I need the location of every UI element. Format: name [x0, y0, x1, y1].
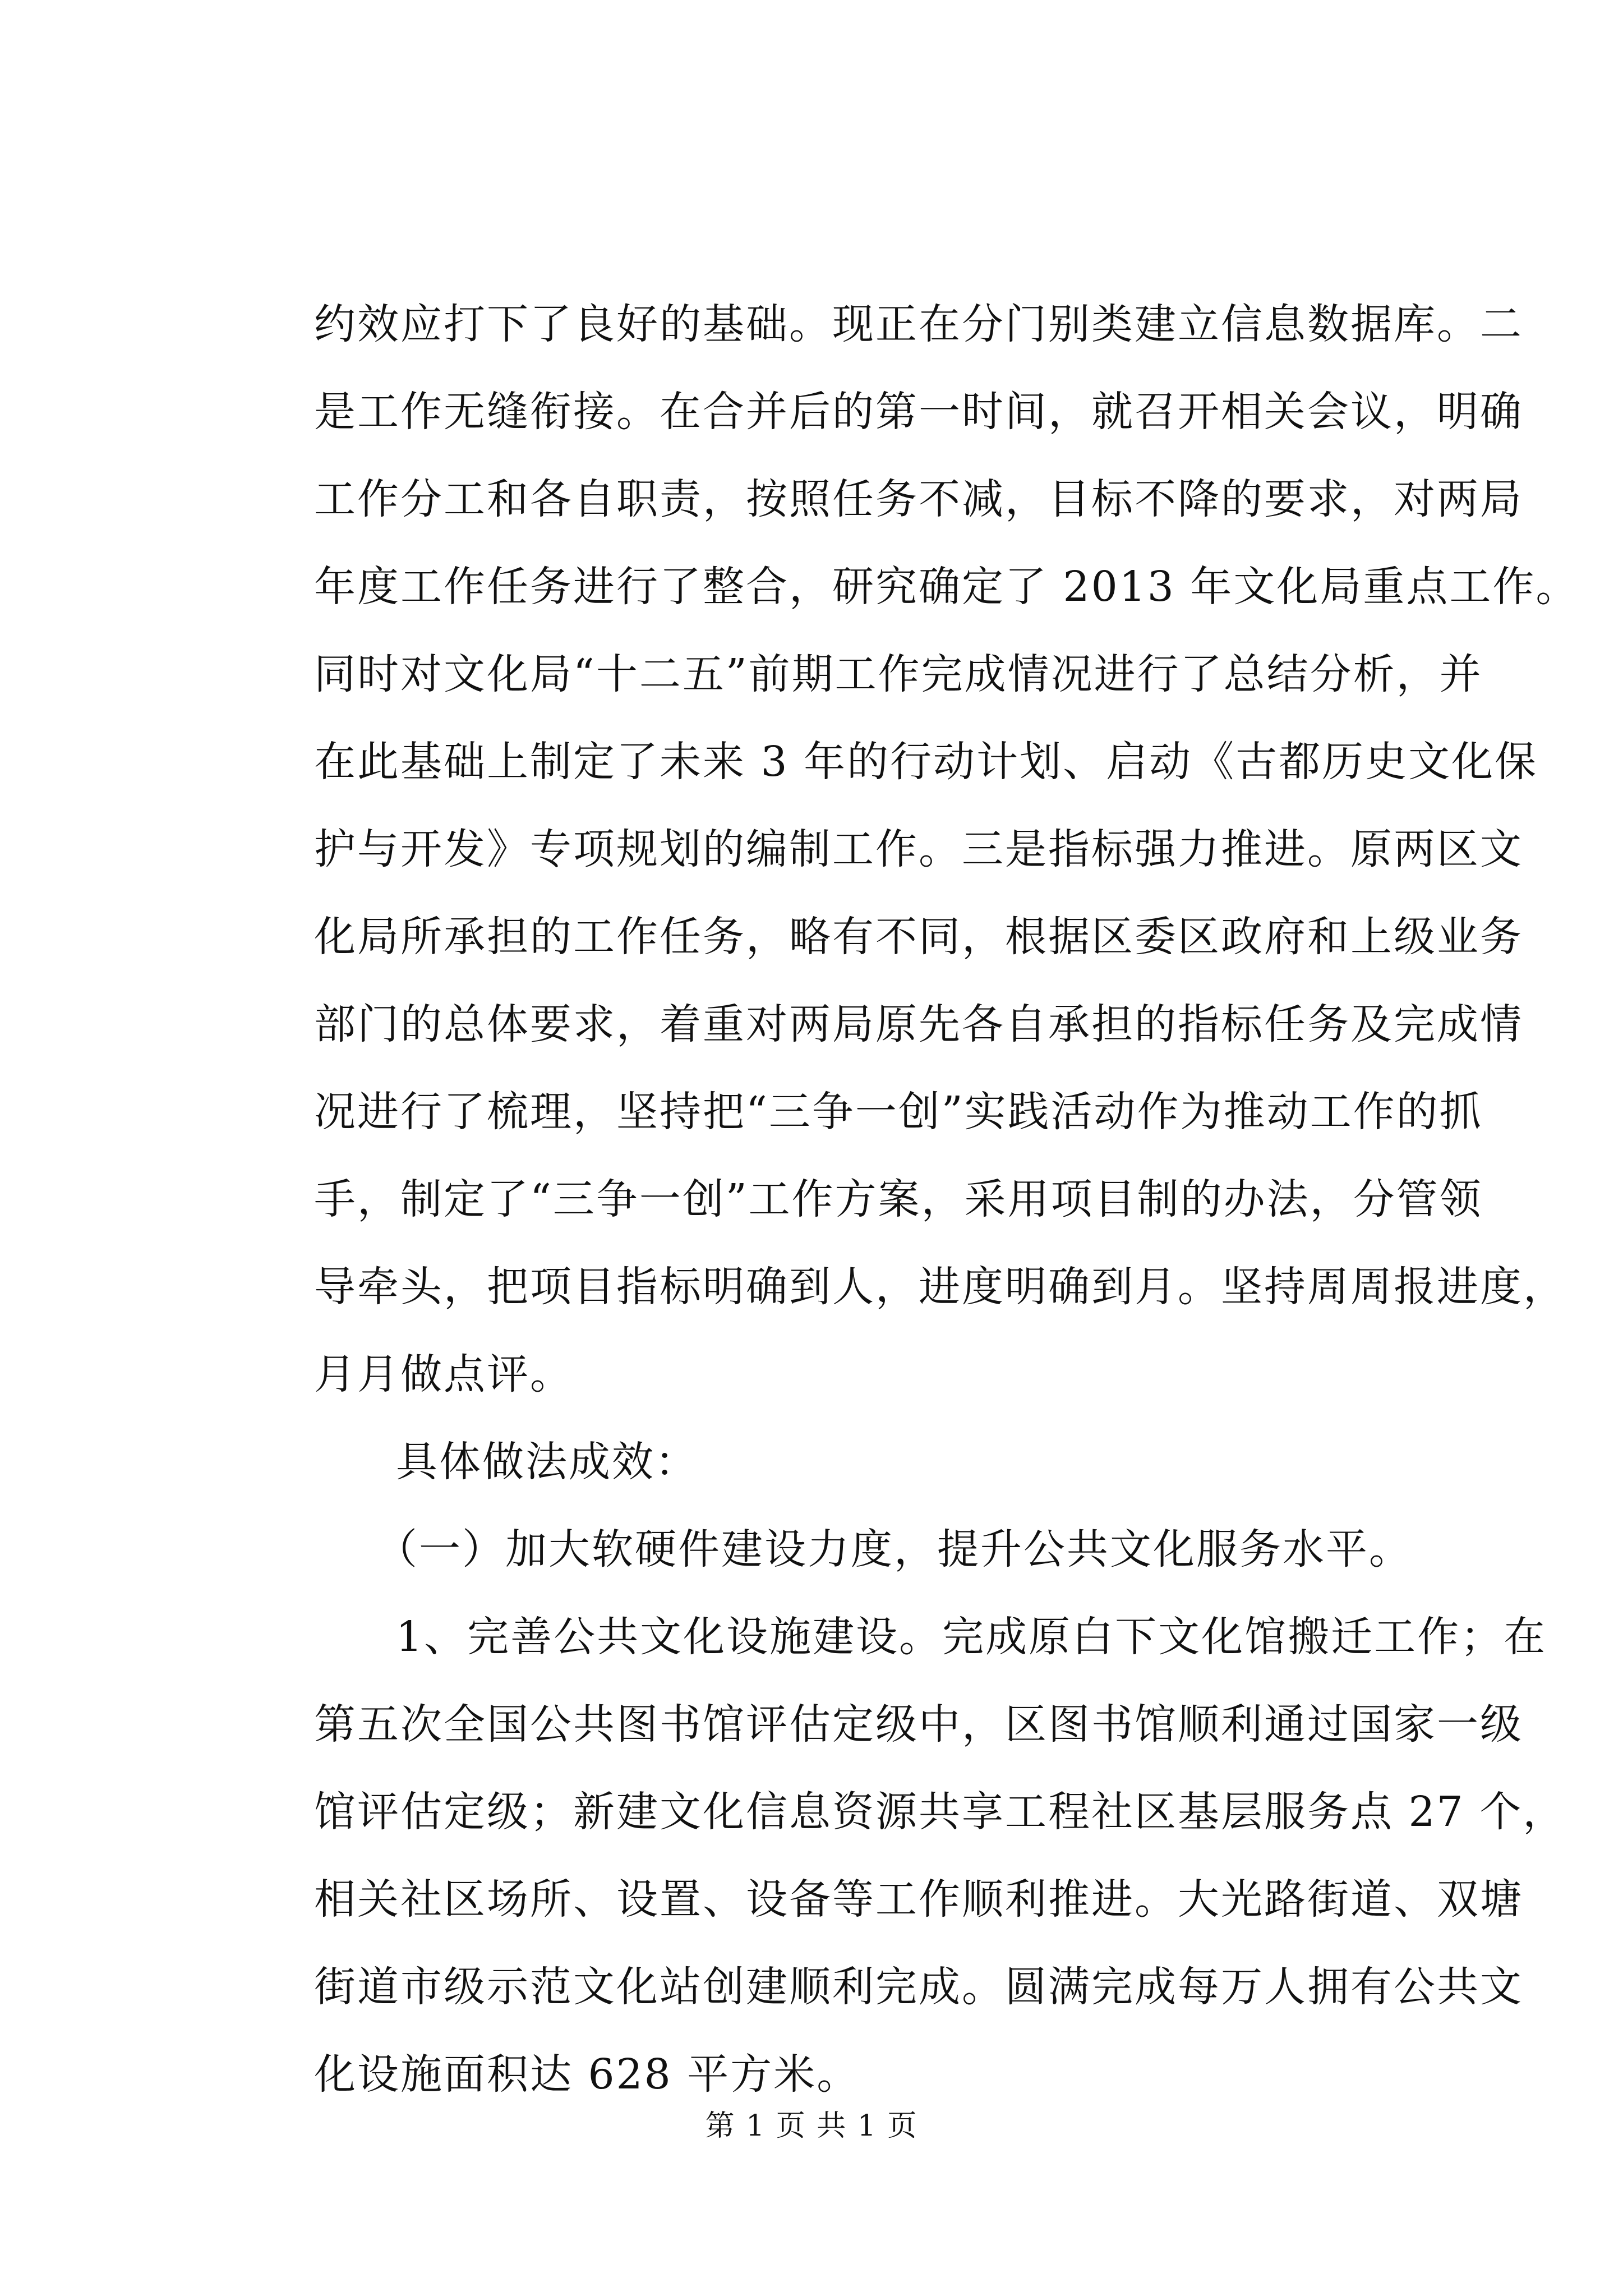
text-line: 同时对文化局“十二五”前期工作完成情况进行了总结分析，并 — [314, 650, 1483, 698]
text-line: 相关社区场所、设置、设备等工作顺利推进。大光路街道、双塘 — [314, 1875, 1523, 1924]
text-line: 馆评估定级；新建文化信息资源共享工程社区基层服务点 27 个， — [314, 1788, 1566, 1836]
text-line: 工作分工和各自职责，按照任务不减，目标不降的要求，对两局 — [314, 475, 1523, 523]
subsection-heading: （一）加大软硬件建设力度，提升公共文化服务水平。 — [376, 1525, 1412, 1573]
text-line: 手，制定了“三争一创”工作方案，采用项目制的办法，分管领 — [314, 1175, 1483, 1223]
text-line: 化局所承担的工作任务，略有不同，根据区委区政府和上级业务 — [314, 913, 1523, 961]
page-footer: 第 1 页 共 1 页 — [705, 2109, 918, 2143]
text-line: 街道市级示范文化站创建顺利完成。圆满完成每万人拥有公共文 — [314, 1963, 1523, 2011]
text-line: 第五次全国公共图书馆评估定级中，区图书馆顺利通过国家一级 — [314, 1700, 1523, 1749]
text-line: 年度工作任务进行了整合，研究确定了 2013 年文化局重点工作。 — [314, 563, 1579, 611]
section-heading: 具体做法成效： — [396, 1438, 698, 1486]
text-line: 护与开发》专项规划的编制工作。三是指标强力推进。原两区文 — [314, 825, 1523, 873]
text-line: 月月做点评。 — [314, 1350, 573, 1398]
text-line: 是工作无缝衔接。在合并后的第一时间，就召开相关会议，明确 — [314, 388, 1523, 436]
text-line: 1、完善公共文化设施建设。完成原白下文化馆搬迁工作；在 — [396, 1613, 1547, 1661]
text-line: 约效应打下了良好的基础。现正在分门别类建立信息数据库。二 — [314, 300, 1523, 348]
text-line: 导牵头，把项目指标明确到人，进度明确到月。坚持周周报进度， — [314, 1263, 1566, 1311]
text-line: 化设施面积达 628 平方米。 — [314, 2050, 860, 2099]
text-line: 在此基础上制定了未来 3 年的行动计划、启动《古都历史文化保 — [314, 738, 1538, 786]
text-line: 况进行了梳理，坚持把“三争一创”实践活动作为推动工作的抓 — [314, 1088, 1483, 1136]
document-body — [314, 280, 1579, 2118]
text-line: 部门的总体要求，着重对两局原先各自承担的指标任务及完成情 — [314, 1000, 1523, 1048]
